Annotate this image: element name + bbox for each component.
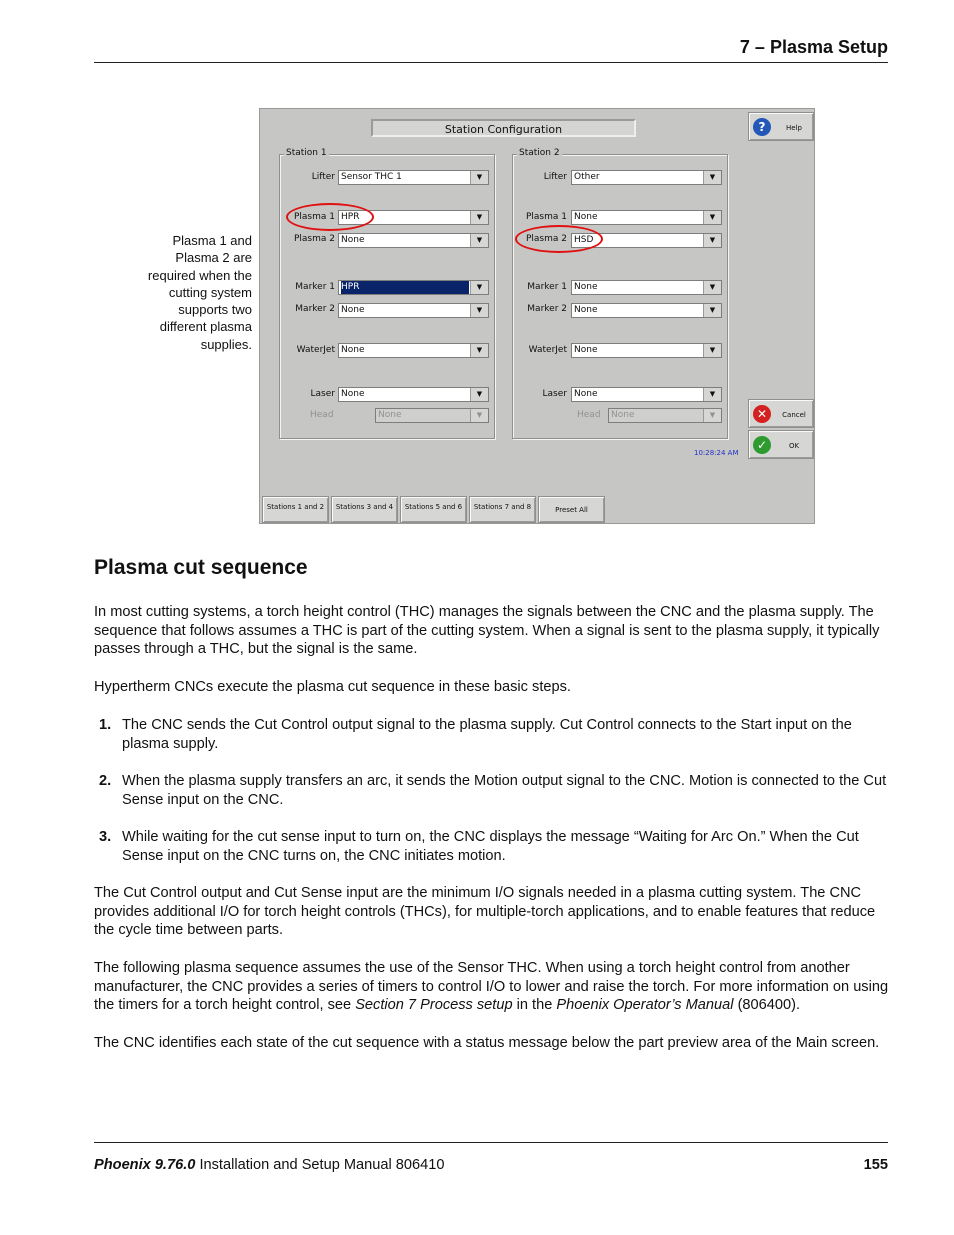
plasma1-dropdown[interactable]: HPR ▼ <box>338 210 489 225</box>
step-number: 1. <box>99 717 112 733</box>
marker2-dropdown[interactable]: None ▼ <box>571 303 722 318</box>
station-2-group <box>512 148 728 439</box>
ok-button[interactable]: ✓ OK <box>748 430 814 459</box>
chevron-down-icon: ▼ <box>703 211 721 224</box>
figure-callout: Plasma 1 and Plasma 2 are required when the cutting system supports two different plasma supplies. <box>147 233 252 352</box>
footer-title: Phoenix 9.76.0 Installation and Setup Manual 806410 <box>94 1157 445 1173</box>
step-number: 3. <box>99 829 112 845</box>
page-number: 155 <box>863 1157 888 1173</box>
list-item <box>94 716 890 753</box>
help-button[interactable]: ? Help <box>748 112 814 141</box>
chevron-down-icon: ▼ <box>703 409 721 422</box>
chevron-down-icon: ▼ <box>703 234 721 247</box>
product-name: Phoenix 9.76.0 <box>94 1157 196 1173</box>
plasma1-dropdown[interactable]: None ▼ <box>571 210 722 225</box>
lifter-label: Lifter <box>543 172 567 182</box>
step-text: The CNC sends the Cut Control output signal to the plasma supply. Cut Control connects to the Start input on the plasma supply. <box>122 717 852 752</box>
list-item <box>94 828 890 865</box>
chevron-down-icon: ▼ <box>703 344 721 357</box>
chevron-down-icon: ▼ <box>470 281 488 294</box>
chevron-down-icon: ▼ <box>703 388 721 401</box>
marker1-label: Marker 1 <box>295 282 335 292</box>
help-icon: ? <box>753 118 771 136</box>
lifter-dropdown[interactable]: Sensor THC 1 ▼ <box>338 170 489 185</box>
paragraph: The CNC identifies each state of the cut sequence with a status message below the part preview area of the Main screen. <box>94 1035 880 1051</box>
chevron-down-icon: ▼ <box>470 344 488 357</box>
laser-dropdown[interactable]: None ▼ <box>338 387 489 402</box>
waterjet-label: WaterJet <box>296 345 335 355</box>
station-configuration-screen <box>259 108 815 524</box>
stations-7-8-button[interactable]: Stations 7 and 8 <box>469 496 536 523</box>
step-text: When the plasma supply transfers an arc, it sends the Motion output signal to the CNC. Motion is connected to the Cut Sense input on the CNC. <box>122 773 887 808</box>
chevron-down-icon: ▼ <box>703 171 721 184</box>
plasma2-label: Plasma 2 <box>293 234 335 244</box>
marker1-label: Marker 1 <box>527 282 567 292</box>
marker1-dropdown[interactable]: None ▼ <box>571 280 722 295</box>
chevron-down-icon: ▼ <box>470 211 488 224</box>
plasma1-highlight-circle <box>286 203 374 231</box>
section-title: Plasma cut sequence <box>94 556 308 579</box>
checkmark-icon: ✓ <box>753 436 771 454</box>
step-text: While waiting for the cut sense input to turn on, the CNC displays the message “Waiting for Arc On.” When the Cut Sense input on the CNC turns on, the CNC initiates motion. <box>122 829 859 864</box>
chevron-down-icon: ▼ <box>470 304 488 317</box>
stations-5-6-button[interactable]: Stations 5 and 6 <box>400 496 467 523</box>
manual-reference: Phoenix Operator’s Manual <box>556 997 734 1014</box>
plasma1-label: Plasma 1 <box>293 212 335 222</box>
screen-title: Station Configuration <box>371 119 636 137</box>
station-1-group <box>279 148 495 439</box>
marker2-label: Marker 2 <box>527 304 567 314</box>
preset-all-button[interactable]: Preset All <box>538 496 605 523</box>
section-reference: Section 7 Process setup <box>355 997 513 1014</box>
paragraph: Hypertherm CNCs execute the plasma cut sequence in these basic steps. <box>94 679 571 695</box>
plasma1-label: Plasma 1 <box>525 212 567 222</box>
lifter-dropdown[interactable]: Other ▼ <box>571 170 722 185</box>
waterjet-dropdown[interactable]: None ▼ <box>338 343 489 358</box>
waterjet-dropdown[interactable]: None ▼ <box>571 343 722 358</box>
head-dropdown: None ▼ <box>608 408 722 423</box>
waterjet-label: WaterJet <box>528 345 567 355</box>
paragraph: The following plasma sequence assumes the use of the Sensor THC. When using a torch height control from another manufacturer, the CNC provides a series of timers to control I/O to lower and raise the torch. For more information on using the timers for a torch height control, see Section 7 Process setup in the Phoenix Operator’s Manual (806400). <box>94 960 889 1014</box>
marker2-dropdown[interactable]: None ▼ <box>338 303 489 318</box>
chevron-down-icon: ▼ <box>470 234 488 247</box>
station-1-title: Station 1 <box>286 148 327 158</box>
marker1-dropdown[interactable]: HPR ▼ <box>338 280 489 295</box>
head-label: Head <box>310 410 334 420</box>
chevron-down-icon: ▼ <box>470 388 488 401</box>
head-dropdown: None ▼ <box>375 408 489 423</box>
laser-label: Laser <box>310 389 335 399</box>
head-label: Head <box>577 410 601 420</box>
chevron-down-icon: ▼ <box>703 281 721 294</box>
step-number: 2. <box>99 773 112 789</box>
station-2-title: Station 2 <box>519 148 560 158</box>
list-item <box>94 772 890 809</box>
header-rule <box>94 62 888 63</box>
laser-dropdown[interactable]: None ▼ <box>571 387 722 402</box>
paragraph: The Cut Control output and Cut Sense input are the minimum I/O signals needed in a plasma cutting system. The CNC provides additional I/O for torch height controls (THCs), for multiple-torch applications, and to enable features that reduce the cycle time between parts. <box>94 885 876 939</box>
plasma2-dropdown[interactable]: None ▼ <box>338 233 489 248</box>
lifter-label: Lifter <box>311 172 335 182</box>
laser-label: Laser <box>542 389 567 399</box>
cancel-icon: ✕ <box>753 405 771 423</box>
chevron-down-icon: ▼ <box>470 409 488 422</box>
chevron-down-icon: ▼ <box>703 304 721 317</box>
cancel-button[interactable]: ✕ Cancel <box>748 399 814 428</box>
marker2-label: Marker 2 <box>295 304 335 314</box>
plasma2-dropdown[interactable]: HSD ▼ <box>571 233 722 248</box>
stations-1-2-button[interactable]: Stations 1 and 2 <box>262 496 329 523</box>
stations-3-4-button[interactable]: Stations 3 and 4 <box>331 496 398 523</box>
footer-rule <box>94 1142 888 1143</box>
chevron-down-icon: ▼ <box>470 171 488 184</box>
section-header: 7 – Plasma Setup <box>739 37 888 57</box>
plasma2-label: Plasma 2 <box>525 234 567 244</box>
paragraph: In most cutting systems, a torch height control (THC) manages the signals between the CNC and the plasma supply. The sequence that follows assumes a THC is part of the cutting system. When a signal is sent to the plasma supply, it typically passes through a THC, but the signal is the same. <box>94 604 880 658</box>
plasma2-highlight-circle <box>515 225 603 253</box>
clock-time: 10:28:24 AM <box>694 449 739 457</box>
